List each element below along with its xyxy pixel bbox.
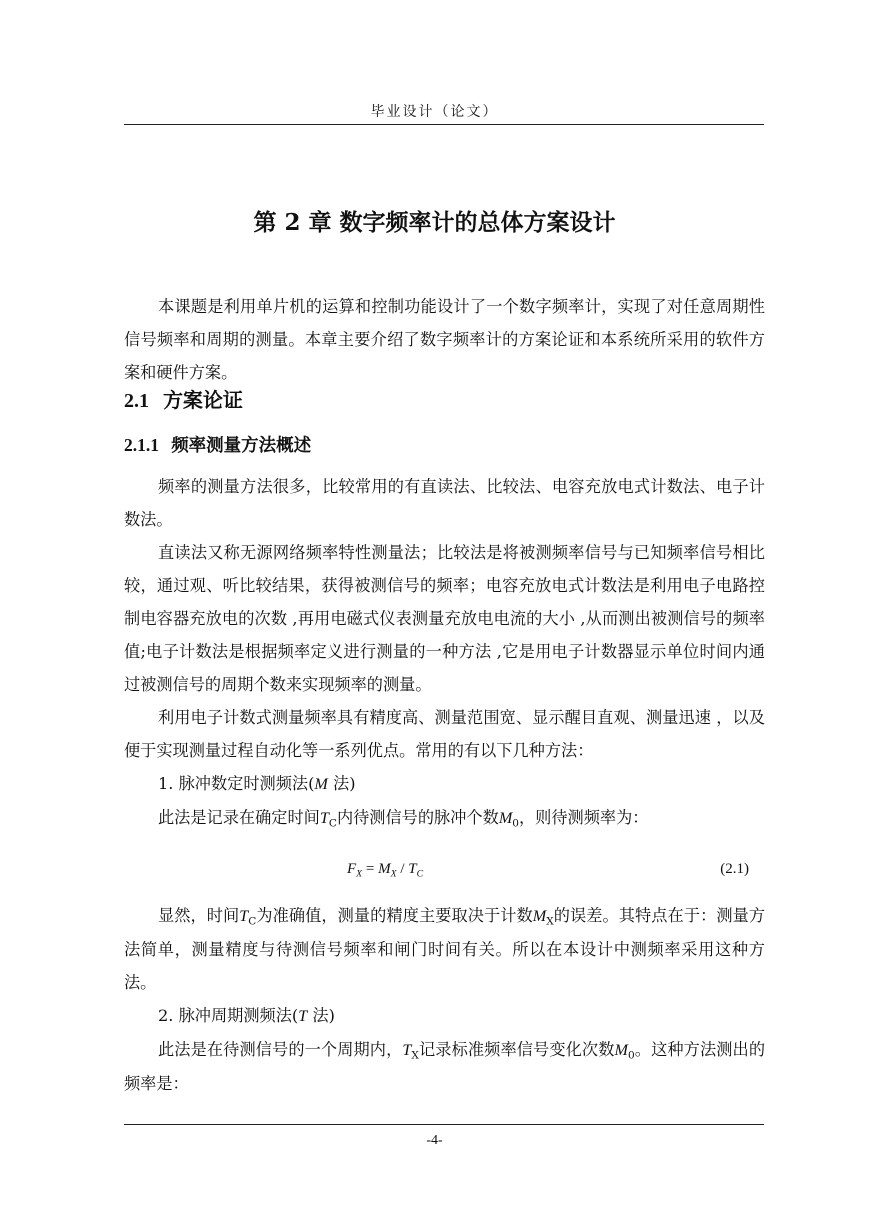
sub-X: X [546, 915, 554, 928]
equation-number: (2.1) [720, 861, 749, 877]
sub-0: 0 [627, 1049, 635, 1062]
text-span: 的误差。其特点在于：测量方法简单，测量精度与待测信号频率和闸门时间有关。所以在本设计中测频率采用这种方法。 [124, 906, 766, 992]
method-1-suffix: 法) [327, 774, 356, 793]
subsection-number: 2.1.1 [124, 435, 159, 455]
eq-T: T [408, 861, 417, 877]
text-span: 内待测信号的脉冲个数 [336, 808, 499, 827]
paragraph-direct-read: 直读法又称无源网络频率特性测量法；比较法是将被测频率信号与已知频率信号相比较，通过观、听比较结果，获得被测信号的频率；电容充放电式计数法是利用电子电路控制电容器充放电的次数 ,再用电磁式仪表测量充放电电流的大小 ,从而测出被测信号的频率值;电子计数法是根据频率定义进行测量的一种方法 ,它是用电子计数器显示单位时间内通过被测信号的周期个数来实现频率的测量。 [124, 543, 765, 694]
method-1-var: M [314, 775, 328, 793]
paragraph-electronic-count: 利用电子计数式测量频率具有精度高、测量范围宽、显示醒目直观、测量迅速 ，以及便于实现测量过程自动化等一系列优点。常用的有以下几种方法： [124, 708, 765, 760]
var-M: M [532, 907, 547, 925]
var-T: T [402, 1041, 412, 1059]
eq-M: M [378, 861, 391, 877]
equation-expression [347, 861, 423, 878]
section-number: 2.1 [124, 390, 149, 412]
eq-T-sub: C [416, 868, 424, 880]
paragraph-method-1-notes [124, 899, 765, 999]
subsection-title: 频率测量方法概述 [171, 436, 312, 456]
sub-C: C [328, 817, 337, 830]
sub-0: 0 [512, 817, 519, 830]
text-span: 显然，时间 [158, 906, 240, 925]
eq-F-sub: X [356, 868, 363, 880]
page-header: 毕业设计（论文） [370, 104, 499, 120]
var-M: M [614, 1041, 628, 1059]
paragraph-method-2 [124, 1033, 765, 1100]
eq-M-sub: X [390, 868, 397, 880]
sub-C: C [248, 915, 257, 928]
eq-F: F [347, 861, 357, 877]
header-rule [124, 124, 764, 125]
text-span: 此法是在待测信号的一个周期内， [158, 1040, 403, 1059]
method-1-heading [124, 767, 765, 801]
section-heading [124, 384, 243, 413]
eq-slash: / [396, 861, 409, 877]
text-span: 。这种方法测出的频率是： [124, 1040, 766, 1093]
intro-paragraph [124, 290, 765, 389]
text-span: 记录标准频率信号变化次数 [418, 1040, 615, 1059]
text-span: ，则待测频率为： [519, 808, 649, 827]
paragraph-methods: 频率的测量方法很多，比较常用的有直读法、比较法、电容充放电式计数法、电子计数法。 [124, 477, 765, 529]
method-1-prefix: 1. 脉冲数定时测频法( [158, 774, 315, 793]
method-2-var: T [298, 1007, 308, 1025]
subsection-heading [124, 432, 311, 457]
var-M: M [498, 809, 513, 827]
page-number: -4- [426, 1133, 443, 1148]
sub-X: X [411, 1049, 419, 1062]
body-block-1 [124, 470, 765, 835]
section-title: 方案论证 [162, 388, 243, 412]
footer-rule [124, 1124, 764, 1125]
var-T: T [239, 907, 249, 925]
var-T: T [319, 809, 329, 827]
text-span: 此法是记录在确定时间 [158, 808, 320, 827]
text-span: 为准确值，测量的精度主要取决于计数 [256, 906, 533, 925]
equation-2-1 [124, 857, 765, 885]
eq-equals: = [362, 861, 379, 877]
method-2-prefix: 2. 脉冲周期测频法( [158, 1006, 299, 1025]
method-2-heading [124, 999, 765, 1033]
chapter-title: 第 2 章 数字频率计的总体方案设计 [253, 209, 616, 236]
paragraph-method-1 [124, 801, 765, 835]
intro-text: 本课题是利用单片机的运算和控制功能设计了一个数字频率计，实现了对任意周期性信号频率和周期的测量。本章主要介绍了数字频率计的方案论证和本系统所采用的软件方案和硬件方案。 [124, 297, 765, 382]
method-2-suffix: 法) [307, 1006, 335, 1025]
body-block-2 [124, 899, 765, 1100]
